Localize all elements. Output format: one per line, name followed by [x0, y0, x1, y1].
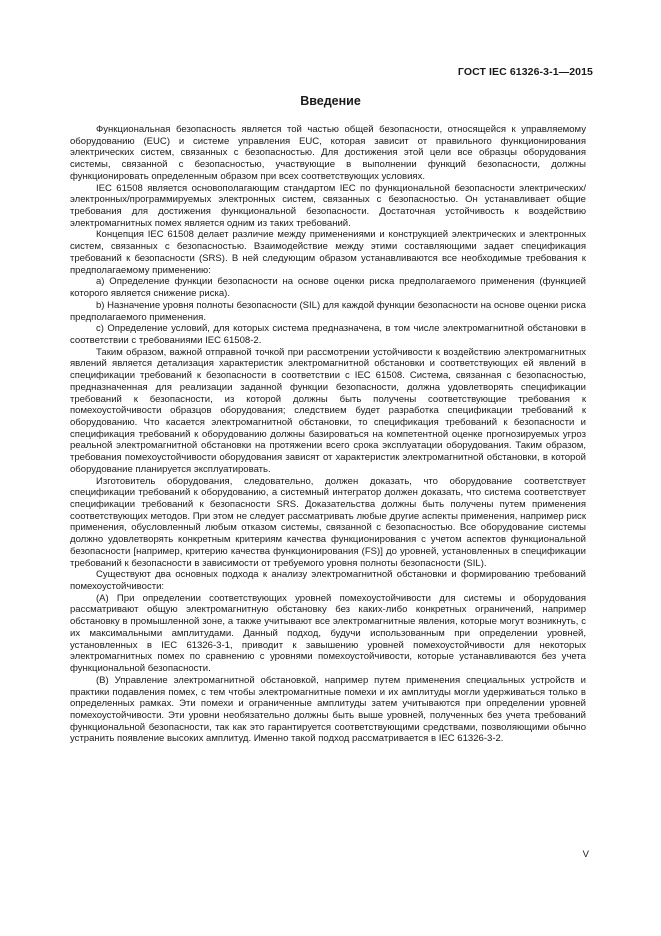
- paragraph: Существуют два основных подхода к анализу электромагнитной обстановки и формированию требований помехоустойчивости:: [70, 569, 586, 593]
- page-number: V: [582, 849, 589, 860]
- section-title: Введение: [300, 94, 361, 108]
- paragraph: Функциональная безопасность является той частью общей безопасности, относящейся к управляемому оборудованию (EUC) и системе управления EUC, которая зависит от правильного функционирования электрических систем, связанных с безопасностью. Для достижения этой цели все образцы оборудования системы, связанной с безопасностью, участвующие в выполнении функций безопасности, должны функционировать определенным образом при всех соответствующих условиях.: [70, 124, 586, 182]
- list-item-c: с) Определение условий, для которых система предназначена, в том числе электромагнитной обстановки в соответствии с требованиями IEC 61508-2.: [70, 323, 586, 346]
- paragraph: Изготовитель оборудования, следовательно, должен доказать, что оборудование соответствует спецификации требований к оборудованию, а системный интегратор должен доказать, что система соответствует спецификации требований к безопасности SRS. Доказательства должны быть получены путем применения соответствующих методов. При этом не следует рассматривать любые другие аспекты применения, например риск применения, обусловленный любым отказом системы, связанной с безопасностью. Все оборудование системы должно удовлетворять конкретным критериям качества функционирования с учетом аспектов функциональной безопасности [например, критерию качества функционирования (FS)] до уровней, установленных в спецификации требований к безопасности в зависимости от требуемого уровня полноты безопасности (SIL).: [70, 475, 586, 569]
- approach-a: (А) При определении соответствующих уровней помехоустойчивости для системы и оборудования рассматривают общую электромагнитную обстановку без каких-либо конкретных ограничений, например обстановку в промышленной зоне, а также учитывают все электромагнитные явления, которые могут возникнуть, с их максимальными амплитудами. Данный подход, будучи использованным при определении уровней, установленных в IEC 61326-3-1, приводит к завышению уровней помехоустойчивости для некоторых электромагнитных помех по сравнению с уровнями помехоустойчивости, которые устанавливаются без учета функциональной безопасности.: [70, 592, 586, 675]
- paragraph: Таким образом, важной отправной точкой при рассмотрении устойчивости к воздействию электромагнитных явлений является детализация характеристик электромагнитной обстановки и соответствующих ей явлений в спецификации требований к безопасности в соответствии с IEC 61508. Система, связанная с безопасностью, предназначенная для реализации заданной функции безопасности, должна удовлетворять спецификации требований к безопасности, из которой должны быть получены соответствующие требования к помехоустойчивости образцов оборудования; следствием будет разработка спецификации требований к оборудованию. Что касается электромагнитной обстановки, то спецификация требований к безопасности и спецификация требований к оборудованию должны базироваться на компетентной оценке прогнозируемых угроз реальной электромагнитной обстановки на протяжении всего срока эксплуатации оборудования. Таким образом, требования помехоустойчивости оборудования зависят от характеристик электромагнитной обстановки, в которой оборудование планируется эксплуатировать.: [70, 346, 586, 475]
- approach-b: (В) Управление электромагнитной обстановкой, например путем применения специальных устройств и практики подавления помех, с тем чтобы электромагнитные помехи и их амплитуды могли удерживаться только в определенных рамках. Эти помехи и ограниченные амплитуды затем учитываются при определении уровней помехоустойчивости. Эти уровни необязательно должны быть выше уровней, полученных без учета требований функциональной безопасности, так как это гарантируется соответствующими средствами, позволяющими обычно устранить появление высоких амплитуд. Именно такой подход рассматривается в IEC 61326-3-2.: [70, 674, 586, 745]
- document-id: ГОСТ IEC 61326-3-1—2015: [457, 66, 593, 78]
- paragraph: IEC 61508 является основополагающим стандартом IEC по функциональной безопасности электрических/электронных/программируемых электронных систем, связанных с безопасностью. Он устанавливает общие требования для достижения функциональной безопасности. Достаточная устойчивость к воздействию электромагнитных помех является одним из таких требований.: [70, 182, 586, 229]
- list-item-a: а) Определение функции безопасности на основе оценки риска предполагаемого применения (функцией которого является снижение риска).: [70, 276, 586, 300]
- list-item-b: b) Назначение уровня полноты безопасности (SIL) для каждой функции безопасности на основе оценки риска предполагаемого применения.: [70, 299, 586, 323]
- body-text: [70, 124, 586, 745]
- paragraph: Концепция IEC 61508 делает различие между применениями и конструкцией электрических и электронных систем, связанных с безопасностью. Взаимодействие между этими составляющими задает спецификация требований к безопасности (SRS). В ней следующим образом устанавливаются все необходимые требования к предполагаемому применению:: [70, 229, 586, 276]
